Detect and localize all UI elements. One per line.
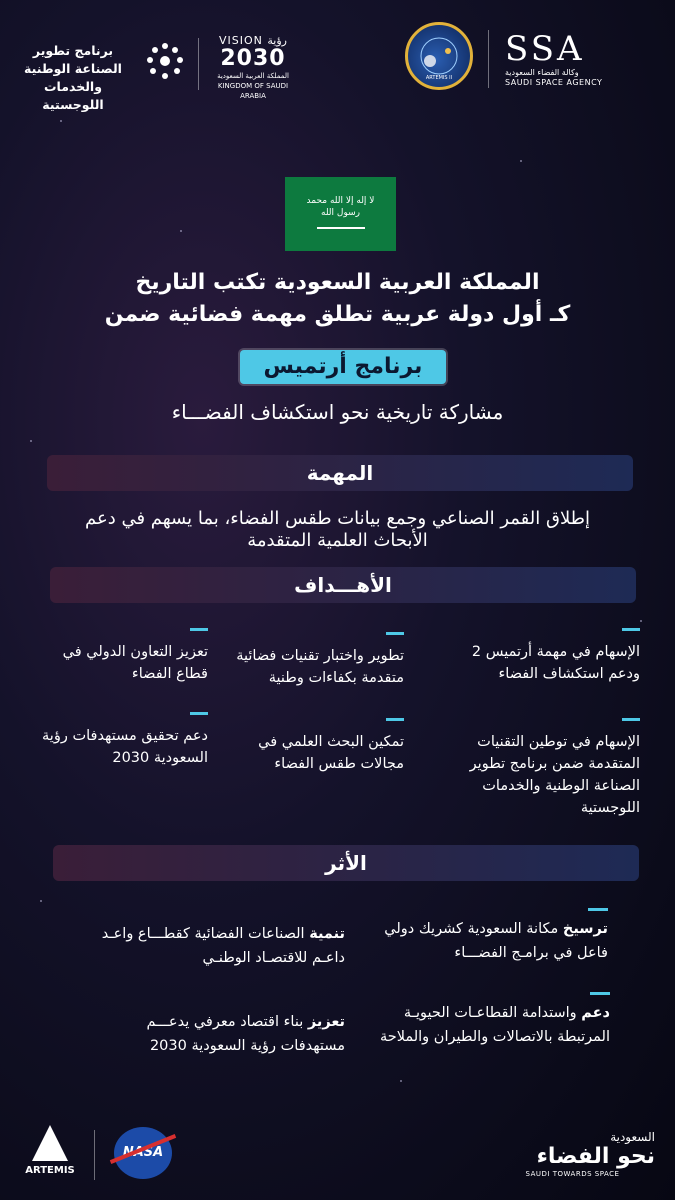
saudi-flag-icon [285, 177, 396, 251]
accent-dash [190, 712, 208, 715]
impact-heading: الأثر [325, 851, 367, 875]
impact-lead: دعم [581, 1005, 610, 1021]
vision-ar: المملكة العربية السعودية [217, 72, 289, 80]
accent-dash [622, 718, 640, 721]
towards-ar-top: السعودية [610, 1130, 655, 1144]
goal-item [232, 632, 404, 689]
towards-ar-main: نحو الفضاء [536, 1144, 655, 1169]
artemis-mission-patch-icon [405, 22, 473, 90]
program-logo-text: برنامج تطوير الصناعة الوطنية والخدمات اللوجستية [24, 43, 122, 112]
nasa-label: NASA [122, 1145, 164, 1160]
headline-line-2: كـ أول دولة عربية تطلق مهمة فضائية ضمن [104, 302, 571, 327]
header-divider [198, 38, 199, 90]
star [400, 1080, 402, 1082]
mission-patch-graphic [408, 25, 470, 87]
accent-dash [386, 718, 404, 721]
artemis-logo [22, 1125, 78, 1176]
impact-section-header [53, 845, 639, 881]
impact-text: واستدامة القطاعـات الحيويـة المرتبطة بالاتصالات والطيران والملاحة [379, 1005, 610, 1045]
star [60, 120, 62, 122]
impact-item [95, 1010, 345, 1058]
accent-dash [590, 992, 610, 995]
accent-dash [588, 908, 608, 911]
headline-subtitle: مشاركة تاريخية نحو استكشاف الفضـــاء [171, 400, 504, 424]
program-badge [240, 350, 446, 384]
star [640, 620, 642, 622]
mission-text: إطلاق القمر الصناعي وجمع بيانات طقس الفضاء، بما يسهم في دعم الأبحاث العلمية المتقدمة [84, 508, 591, 551]
artemis-a-icon [32, 1125, 68, 1161]
impact-text: بناء اقتصاد معرفي يدعـــم مستهدفات رؤية السعودية 2030 [146, 1014, 345, 1054]
impact-item [380, 908, 608, 965]
goal-text: الإسهام في توطين التقنيات المتقدمة ضمن برنامج تطوير الصناعة الوطنية والخدمات اللوجستية [469, 734, 640, 816]
ssa-logo [505, 30, 655, 88]
flag-sword [317, 227, 365, 229]
program-badge-label: برنامج أرتميس [263, 354, 423, 379]
flag-shahada: لا إله إلا الله محمد رسول الله [306, 196, 375, 218]
accent-dash [190, 628, 208, 631]
impact-item [95, 922, 345, 970]
vision-2030-logo [210, 34, 296, 101]
accent-dash [622, 628, 640, 631]
nasa-logo-icon [114, 1127, 172, 1179]
goal-text: تطوير واختبار تقنيات فضائية متقدمة بكفاءات وطنية [236, 648, 404, 686]
goal-item [445, 718, 640, 819]
mission-section-header [47, 455, 633, 491]
goals-heading: الأهـــداف [294, 573, 392, 597]
goal-text: تعزيز التعاون الدولي في قطاع الفضاء [62, 644, 208, 682]
goals-section-header [50, 567, 636, 603]
impact-lead: تنمية [309, 926, 345, 942]
star [40, 900, 42, 902]
headline-line-1: المملكة العربية السعودية تكتب التاريخ [135, 270, 540, 295]
goal-text: الإسهام في مهمة أرتميس 2 ودعم استكشاف الفضاء [471, 644, 640, 682]
artemis-label: ARTEMIS [25, 1165, 75, 1176]
header-divider [488, 30, 489, 88]
star [520, 160, 522, 162]
program-emblem-icon [143, 40, 187, 86]
goal-item [40, 712, 208, 769]
mission-heading: المهمة [306, 461, 374, 485]
footer-divider [94, 1130, 95, 1180]
accent-dash [386, 632, 404, 635]
vision-label: VISION رؤية [219, 34, 287, 47]
star [30, 440, 32, 442]
vision-year: 2030 [220, 46, 286, 71]
patch-label: ARTEMIS II [425, 75, 453, 81]
impact-text: مكانة السعودية كشريك دولي فاعل في برامـج الفضـــاء [384, 921, 608, 961]
goal-text: تمكين البحث العلمي في مجالات طقس الفضاء [258, 734, 404, 772]
saudi-towards-space-logo [490, 1130, 655, 1178]
goal-item [445, 628, 640, 685]
ssa-en: SAUDI SPACE AGENCY [505, 78, 603, 87]
goal-text: دعم تحقيق مستهدفات رؤية السعودية 2030 [42, 728, 208, 766]
goal-item [232, 718, 404, 775]
impact-item [365, 992, 610, 1049]
towards-en: SAUDI TOWARDS SPACE [525, 1170, 620, 1178]
ssa-short: SSA [505, 29, 585, 69]
vision-en: KINGDOM OF SAUDI ARABIA [217, 82, 289, 100]
impact-lead: ترسيخ [562, 921, 608, 937]
goal-item [40, 628, 208, 685]
impact-text: الصناعات الفضائية كقطـــاع واعـد داعـم للاقتصـاد الوطنـي [101, 926, 345, 966]
ssa-ar: وكالة الفضاء السعودية [505, 68, 579, 77]
star [180, 230, 182, 232]
impact-lead: تعزيز [307, 1014, 345, 1030]
